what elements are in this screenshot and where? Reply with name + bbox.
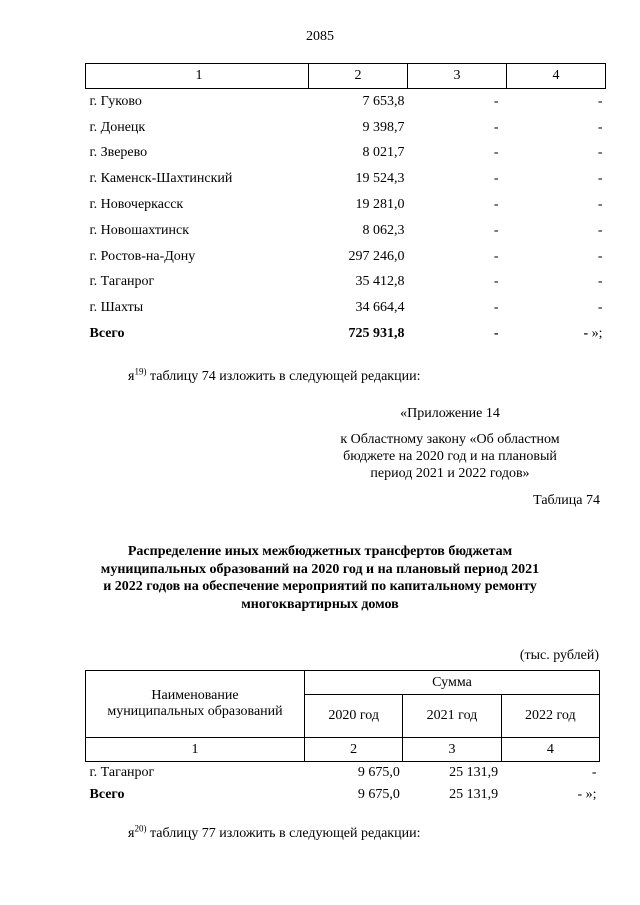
amount-2022: -: [591, 765, 597, 780]
municipality-name: г. Новошахтинск: [89, 222, 190, 238]
amount-2022: -: [597, 248, 603, 264]
table-row: [86, 115, 606, 141]
total-label: Всего: [89, 787, 125, 802]
amount-2022: -: [597, 145, 603, 161]
table-title: [60, 543, 580, 613]
year-header-2022: 2022 год: [501, 695, 599, 738]
amendment-text: таблицу 74 изложить в следующей редакции:: [146, 369, 421, 384]
municipality-name: г. Гуково: [89, 93, 142, 109]
municipality-name: г. Таганрог: [89, 274, 155, 290]
municipality-name: г. Каменск-Шахтинский: [89, 171, 233, 187]
amount-2020: 35 412,8: [355, 274, 405, 290]
title-line: Распределение иных межбюджетных трансфертов бюджетам: [127, 544, 513, 559]
column-number-4: 4: [507, 64, 606, 89]
table-label: Таблица 74: [533, 493, 600, 508]
amount-2020: 8 062,3: [362, 222, 405, 238]
table-row: [86, 270, 606, 296]
total-2022: - »;: [577, 787, 597, 802]
table-row: [86, 295, 606, 321]
item-letter: я: [128, 369, 135, 384]
total-row: [86, 321, 606, 347]
closing-quote: »;: [588, 326, 603, 342]
amount-2021: -: [493, 248, 499, 264]
table-row: [86, 89, 606, 115]
column-number-3: 3: [408, 64, 507, 89]
column-number-3: 3: [403, 738, 501, 762]
amount-2022: -: [597, 119, 603, 135]
amount-2020: 297 246,0: [348, 248, 405, 264]
table-row: [86, 141, 606, 167]
total-2021: -: [493, 326, 499, 342]
amount-2020: 9 398,7: [362, 119, 405, 135]
page-number: 2085: [306, 29, 334, 44]
title-line: многоквартирных домов: [241, 596, 399, 612]
total-2020: 725 931,8: [348, 326, 405, 342]
table-row: [86, 166, 606, 192]
amount-2021: -: [493, 274, 499, 290]
amount-2021: 25 131,9: [449, 765, 499, 780]
amount-2021: -: [493, 119, 499, 135]
title-line: и 2022 годов на обеспечение мероприятий по капитальному ремонту: [103, 579, 537, 594]
year-header-2020: 2020 год: [305, 695, 403, 738]
municipality-name: г. Ростов-на-Дону: [89, 248, 196, 264]
amount-2020: 19 281,0: [355, 197, 405, 213]
municipality-name: г. Зверево: [89, 145, 148, 161]
total-2022: -: [583, 326, 589, 342]
amount-2021: -: [493, 171, 499, 187]
amount-2020: 8 021,7: [362, 145, 405, 161]
amount-2021: -: [493, 145, 499, 161]
annex-line-1: «Приложение 14: [400, 406, 500, 421]
units-label: (тыс. рублей): [519, 648, 599, 663]
year-header-2021: 2021 год: [403, 695, 501, 738]
title-line: муниципальных образований на 2020 год и на плановый период 2021: [100, 561, 540, 577]
amount-2022: -: [597, 222, 603, 238]
municipality-name: г. Донецк: [89, 119, 146, 135]
transfers-table-74: [85, 670, 600, 806]
amount-2022: -: [597, 197, 603, 213]
amount-2022: -: [597, 300, 603, 316]
column-number-4: 4: [501, 738, 599, 762]
annex-line-2: к Областному закону «Об областном: [340, 432, 560, 447]
amount-2022: -: [597, 93, 603, 109]
header-line: Наименование: [151, 688, 239, 703]
amendment-paragraph-19: [128, 366, 421, 385]
amount-2020: 9 675,0: [357, 765, 400, 780]
amount-2020: 7 653,8: [362, 93, 405, 109]
column-number-1: 1: [86, 738, 305, 762]
amount-2022: -: [597, 274, 603, 290]
annex-line-3: бюджете на 2020 год и на плановый: [343, 449, 557, 464]
table-row: [86, 218, 606, 244]
column-number-1: 1: [86, 64, 309, 89]
municipality-name: г. Шахты: [89, 300, 144, 316]
total-label: Всего: [89, 326, 125, 342]
transfers-table-continued: [85, 63, 606, 347]
amount-2022: -: [597, 171, 603, 187]
item-number: 20): [134, 823, 147, 834]
amount-2021: -: [493, 300, 499, 316]
total-2022-cell: [507, 321, 606, 347]
total-row: [86, 784, 600, 806]
column-number-2: 2: [305, 738, 403, 762]
amendment-paragraph-20: [128, 823, 421, 842]
column-number-2: 2: [309, 64, 408, 89]
amount-2021: -: [493, 93, 499, 109]
table-row: [86, 192, 606, 218]
column-number-row: [86, 738, 600, 762]
header-line: муниципальных образований: [107, 704, 283, 719]
item-letter: я: [128, 826, 135, 841]
amount-2021: -: [493, 222, 499, 238]
total-2020: 9 675,0: [357, 787, 400, 802]
sum-header: Сумма: [305, 671, 600, 695]
amount-2020: 19 524,3: [355, 171, 405, 187]
municipality-header: [86, 671, 305, 738]
table-row: [86, 762, 600, 785]
item-number: 19): [134, 366, 147, 377]
table-header-row: [86, 64, 606, 89]
municipality-name: г. Новочеркасск: [89, 197, 184, 213]
amount-2021: -: [493, 197, 499, 213]
amendment-text: таблицу 77 изложить в следующей редакции:: [146, 826, 421, 841]
table-header-row: [86, 671, 600, 695]
table-row: [86, 244, 606, 270]
municipality-name: г. Таганрог: [89, 765, 155, 780]
total-2021: 25 131,9: [449, 787, 499, 802]
annex-line-4: период 2021 и 2022 годов»: [370, 466, 530, 481]
amount-2020: 34 664,4: [355, 300, 405, 316]
